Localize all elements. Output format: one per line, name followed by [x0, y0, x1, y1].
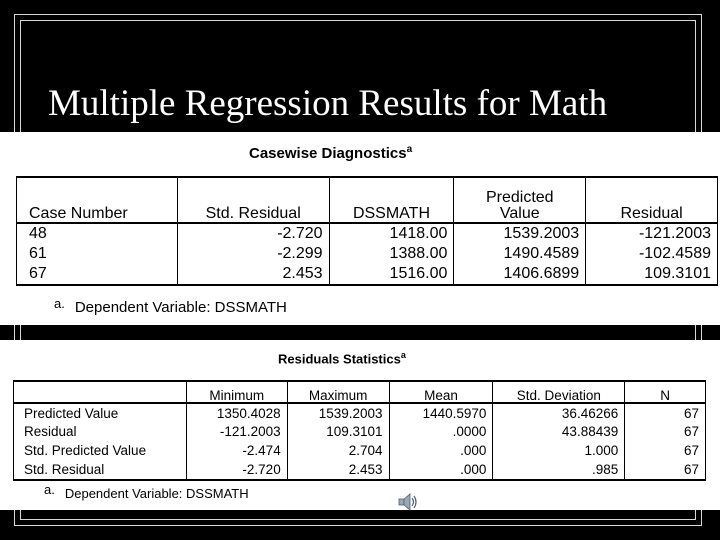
std-deviation-cell: 36.46266 [493, 403, 625, 422]
col-header-n: N [625, 381, 706, 403]
col-header-residual: Residual [586, 177, 718, 223]
col-header-mean: Mean [389, 381, 493, 403]
col-header-blank [14, 381, 187, 403]
col-header-minimum: Minimum [186, 381, 287, 403]
case-number-cell: 67 [17, 264, 178, 285]
mean-cell: 1440.5970 [389, 403, 493, 422]
maximum-cell: 2.704 [287, 441, 389, 460]
residuals-caption-mark: a [400, 350, 406, 360]
predicted-cell: 1406.6899 [454, 264, 586, 285]
casewise-footnote-text: Dependent Variable: DSSMATH [74, 299, 287, 316]
minimum-cell: -2.720 [186, 460, 287, 480]
col-header-predicted-value [454, 177, 586, 223]
n-cell: 67 [625, 460, 706, 480]
mean-cell: .000 [389, 441, 493, 460]
table-row [14, 441, 706, 460]
residuals-footnote-mark: a. [44, 482, 55, 497]
residuals-statistics-panel [0, 340, 720, 510]
std-residual-cell: -2.299 [177, 243, 329, 264]
row-label: Std. Predicted Value [14, 441, 187, 460]
table-row [17, 243, 718, 264]
minimum-cell: -2.474 [186, 441, 287, 460]
std-deviation-cell: 1.000 [493, 441, 625, 460]
casewise-caption-text: Casewise Diagnostics [249, 145, 407, 162]
residuals-footnote [44, 482, 249, 501]
residual-cell: 109.3101 [586, 264, 718, 285]
col-header-std-residual: Std. Residual [177, 177, 329, 223]
case-number-cell: 48 [17, 223, 178, 243]
table-row [14, 403, 706, 422]
minimum-cell: -121.2003 [186, 422, 287, 441]
n-cell: 67 [625, 422, 706, 441]
row-label: Predicted Value [14, 403, 187, 422]
predicted-cell: 1539.2003 [454, 223, 586, 243]
n-cell: 67 [625, 403, 706, 422]
casewise-caption [249, 144, 412, 162]
dssmath-cell: 1388.00 [329, 243, 454, 264]
casewise-diagnostics-panel [0, 132, 720, 325]
col-header-maximum: Maximum [287, 381, 389, 403]
predicted-header-line1: Predicted [485, 189, 554, 206]
table-row [14, 422, 706, 441]
mean-cell: .0000 [389, 422, 493, 441]
residuals-caption-text: Residuals Statistics [278, 351, 401, 367]
std-deviation-cell: 43.88439 [493, 422, 625, 441]
predicted-cell: 1490.4589 [454, 243, 586, 264]
row-label: Std. Residual [14, 460, 187, 480]
casewise-caption-mark: a [406, 144, 413, 155]
residual-cell: -102.4589 [586, 243, 718, 264]
residuals-caption [278, 350, 406, 366]
mean-cell: .000 [389, 460, 493, 480]
maximum-cell: 1539.2003 [287, 403, 389, 422]
table-row [17, 264, 718, 285]
residuals-header-row [14, 381, 706, 403]
casewise-header-row [17, 177, 718, 223]
case-number-cell: 61 [17, 243, 178, 264]
dssmath-cell: 1418.00 [329, 223, 454, 243]
casewise-footnote [54, 296, 287, 316]
std-residual-cell: 2.453 [177, 264, 329, 285]
casewise-footnote-mark: a. [54, 296, 65, 311]
maximum-cell: 2.453 [287, 460, 389, 480]
slide-title: Multiple Regression Results for Math [48, 83, 608, 124]
n-cell: 67 [625, 441, 706, 460]
row-label: Residual [14, 422, 187, 441]
col-header-std-deviation: Std. Deviation [493, 381, 625, 403]
std-residual-cell: -2.720 [177, 223, 329, 243]
residuals-footnote-text: Dependent Variable: DSSMATH [64, 486, 249, 501]
std-deviation-cell: .985 [493, 460, 625, 480]
residuals-table [13, 380, 706, 481]
minimum-cell: 1350.4028 [186, 403, 287, 422]
table-row [17, 223, 718, 243]
col-header-dssmath: DSSMATH [329, 177, 454, 223]
predicted-header-line2: Value [499, 205, 540, 222]
maximum-cell: 109.3101 [287, 422, 389, 441]
table-row [14, 460, 706, 480]
casewise-table [16, 176, 718, 286]
speaker-icon[interactable] [397, 491, 419, 513]
dssmath-cell: 1516.00 [329, 264, 454, 285]
col-header-case-number: Case Number [17, 177, 178, 223]
residual-cell: -121.2003 [586, 223, 718, 243]
